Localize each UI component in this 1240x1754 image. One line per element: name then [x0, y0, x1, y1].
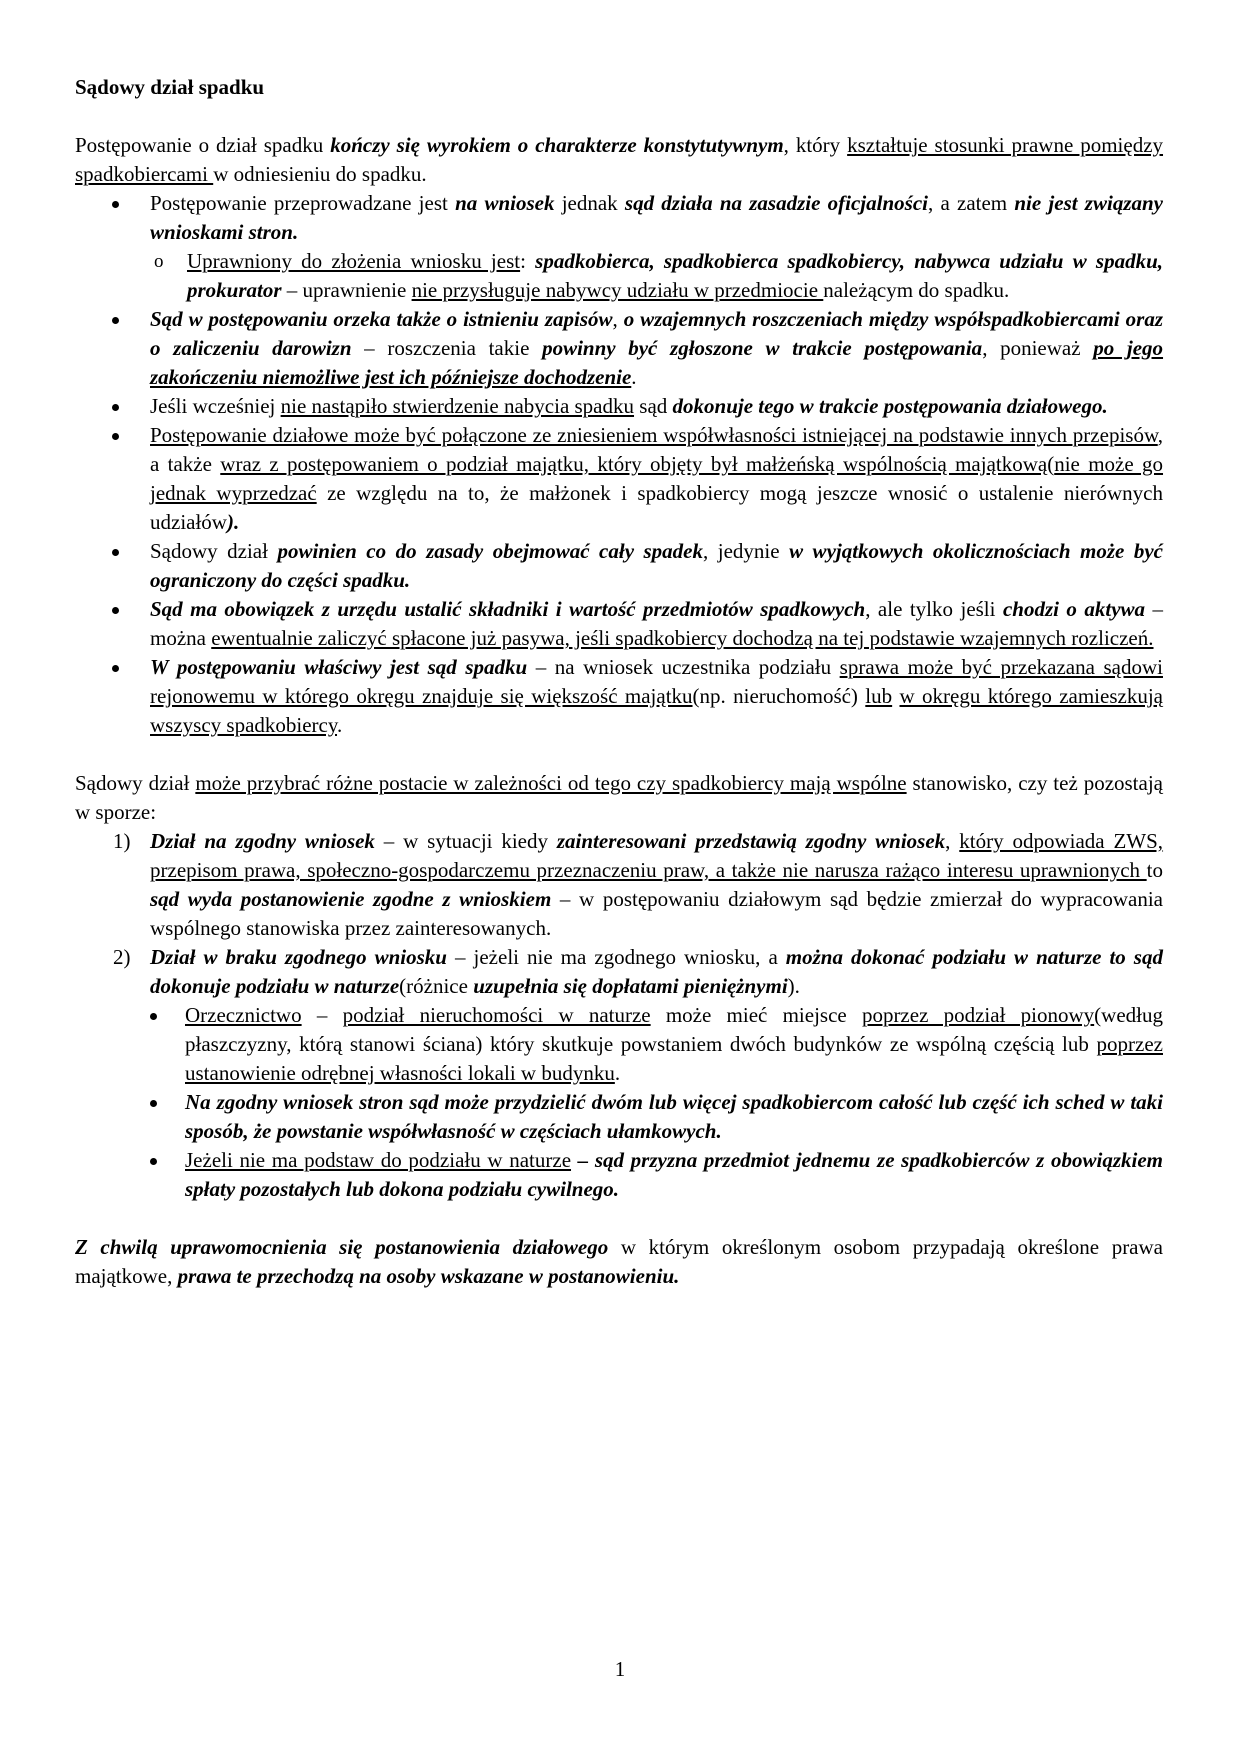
- text-run: lub: [865, 684, 893, 708]
- text-run: powinny być zgłoszone w trakcie postępowania: [542, 336, 983, 360]
- text-run: to: [1146, 858, 1163, 882]
- text-run: W postępowaniu właściwy jest sąd spadku: [150, 655, 528, 679]
- text-run: – jeżeli nie ma zgodnego wniosku, a: [446, 945, 786, 969]
- text-run: po jego zakończeniu niemożliwe jest ich późniejsze dochodzenie: [150, 336, 1164, 389]
- text-run: Z chwilą uprawomocnienia się postanowienia działowego: [75, 1235, 609, 1259]
- text-run: zainteresowani przedstawią zgodny wniosek: [556, 829, 946, 853]
- text-run: na wniosek: [455, 191, 555, 215]
- text-run: w wyjątkowych okolicznościach może być ograniczony do części spadku.: [150, 539, 1163, 592]
- text-run: może przybrać różne postacie w zależności od tego czy spadkobiercy mają wspólne: [195, 771, 907, 795]
- text-run: Postępowanie o dział spadku: [75, 133, 331, 157]
- bullet-item: [75, 421, 1163, 537]
- text-run: [892, 684, 899, 708]
- text-run: ).: [226, 510, 240, 534]
- bullet-item: [75, 189, 1163, 247]
- page-number: 1: [614, 1657, 626, 1681]
- text-run: jednak: [554, 191, 625, 215]
- text-run: sąd wyda postanowienie zgodne z wnioskiem: [150, 887, 552, 911]
- nested-bullet-list: [75, 1001, 1163, 1204]
- text-run: , a zatem: [927, 191, 1015, 215]
- text-run: Dział w braku zgodnego wniosku: [150, 945, 447, 969]
- text-run: Jeżeli nie ma podstaw do podziału w naturze: [185, 1148, 572, 1172]
- text-run: kończy się wyrokiem o charakterze konstytutywnym: [330, 133, 784, 157]
- text-run: uzupełnia się dopłatami pieniężnymi: [473, 974, 788, 998]
- text-run: powinien co do zasady obejmować cały spadek: [277, 539, 704, 563]
- text-run: – roszczenia takie: [351, 336, 543, 360]
- item-text: [150, 945, 1163, 998]
- text-run: Jeśli wcześniej: [150, 394, 281, 418]
- text-run: :: [520, 249, 536, 273]
- item-number: 2): [113, 945, 131, 969]
- text-run: , ponieważ: [982, 336, 1094, 360]
- item-number: 1): [113, 829, 131, 853]
- intro-paragraph: [75, 131, 1163, 189]
- text-run: ,: [945, 829, 960, 853]
- text-run: należącym do spadku.: [823, 278, 1010, 302]
- text-run: Sąd w postępowaniu orzeka także o istnieniu zapisów: [150, 307, 613, 331]
- bullet-item: [75, 392, 1163, 421]
- text-run: –: [301, 1003, 343, 1027]
- closing-paragraph: [75, 1233, 1163, 1291]
- text-run: sąd: [634, 394, 673, 418]
- document-body: [75, 73, 1163, 1291]
- main-bullet-list: [75, 189, 1163, 247]
- text-run: – uprawnienie: [281, 278, 412, 302]
- text-run: Orzecznictwo: [185, 1003, 302, 1027]
- text-run: , a także: [150, 423, 1163, 476]
- main-bullet-list-continued: [75, 305, 1163, 740]
- text-run: o wzajemnych roszczeniach między współspadkobiercami oraz o zaliczeniu darowizn: [150, 307, 1164, 360]
- nested-bullet-item: [75, 1001, 1163, 1088]
- document-title: Sądowy dział spadku: [75, 75, 265, 99]
- nested-bullet-item: [75, 1146, 1163, 1204]
- item-text: [150, 829, 1163, 940]
- text-run: – można: [150, 597, 1163, 650]
- text-run: ze względu na to, że małżonek i spadkobiercy mogą jeszcze wnosić o ustalenie nierównych udziałów: [150, 481, 1163, 534]
- text-run: można dokonać podziału w naturze to sąd dokonuje podziału w naturze: [150, 945, 1163, 998]
- spacer: [75, 740, 1163, 769]
- text-run: , który: [783, 133, 848, 157]
- text-run: (różnice: [399, 974, 474, 998]
- text-run: prawa te przechodzą na osoby wskazane w postanowieniu.: [177, 1264, 680, 1288]
- text-run: spadkobierca, spadkobierca spadkobiercy, nabywca udziału w spadku, prokurator: [187, 249, 1163, 302]
- text-run: nie nastąpiło stwierdzenie nabycia spadku: [280, 394, 635, 418]
- text-run: Sądowy dział: [75, 771, 196, 795]
- text-run: –: [571, 1148, 595, 1172]
- bullet-item: [75, 595, 1163, 653]
- text-run: – w sytuacji kiedy: [374, 829, 557, 853]
- numbered-item: [75, 943, 1163, 1204]
- bullet-item: [75, 653, 1163, 740]
- text-run: poprzez ustanowienie odrębnej własności lokali w budynku: [185, 1032, 1163, 1085]
- bullet-item: [75, 305, 1163, 392]
- text-run: .: [631, 365, 637, 389]
- sub-bullet-item: [150, 247, 1163, 305]
- text-run: który odpowiada ZWS, przepisom prawa, społeczno-gospodarczemu przeznaczeniu praw, a także nie narusza rażąco interesu uprawnionych: [150, 829, 1164, 882]
- text-run: ).: [787, 974, 800, 998]
- text-run: Postępowanie przeprowadzane jest: [150, 191, 456, 215]
- text-run: w okręgu którego zamieszkują wszyscy spadkobiercy: [150, 684, 1163, 737]
- text-run: Dział na zgodny wniosek: [150, 829, 375, 853]
- numbered-list: [75, 827, 1163, 1204]
- text-run: ,: [612, 307, 624, 331]
- text-run: , jedynie: [703, 539, 790, 563]
- spacer: [75, 1204, 1163, 1233]
- text-run: w odniesieniu do spadku.: [213, 162, 427, 186]
- text-run: podział nieruchomości w naturze: [342, 1003, 651, 1027]
- text-run: Uprawniony do złożenia wniosku jest: [187, 249, 521, 273]
- text-run: Postępowanie działowe może być połączone ze zniesieniem współwłasności istniejącej na podstawie innych przepisów: [150, 423, 1158, 447]
- text-run: poprzez podział pionowy: [861, 1003, 1095, 1027]
- text-run: może mieć miejsce: [650, 1003, 862, 1027]
- text-run: nie jest związany wnioskami stron.: [150, 191, 1163, 244]
- text-run: nie przysługuje nabywcy udziału w przedmiocie: [411, 278, 824, 302]
- sub-bullet-list: [150, 247, 1163, 305]
- nested-bullet-item: [75, 1088, 1163, 1146]
- text-run: .: [337, 713, 343, 737]
- text-run: Sądowy dział: [150, 539, 278, 563]
- text-run: w którym określonym osobom przypadają określone prawa majątkowe,: [75, 1235, 1163, 1288]
- text-run: – w postępowaniu działowym sąd będzie zmierzał do wypracowania wspólnego stanowiska przez zainteresowanych.: [150, 887, 1163, 940]
- text-run: , ale tylko jeśli: [865, 597, 1003, 621]
- text-run: – na wniosek uczestnika podziału: [527, 655, 840, 679]
- text-run: ewentualnie zaliczyć spłacone już pasywa, jeśli spadkobiercy dochodzą na tej podstawie wzajemnych rozliczeń.: [211, 626, 1154, 650]
- text-run: (: [1047, 452, 1055, 476]
- text-run: sprawa może być przekazana sądowi rejonowemu w którego okręgu znajduje się większość majątku: [150, 655, 1163, 708]
- text-run: wraz z postępowaniem o podział majątku, który objęty był małżeńską wspólnością majątkową: [220, 452, 1048, 476]
- text-run: dokonuje tego w trakcie postępowania działowego.: [672, 394, 1108, 418]
- text-run: stanowisko, czy też pozostają w sporze:: [75, 771, 1163, 824]
- text-run: sąd działa na zasadzie oficjalności: [624, 191, 928, 215]
- text-run: chodzi o aktywa: [1002, 597, 1146, 621]
- text-run: Sąd ma obowiązek z urzędu ustalić składniki i wartość przedmiotów spadkowych: [150, 597, 866, 621]
- text-run: (np. nieruchomość): [692, 684, 866, 708]
- numbered-item: [75, 827, 1163, 943]
- text-run: sąd przyzna przedmiot jednemu ze spadkobierców z obowiązkiem spłaty pozostałych lub dokona podziału cywilnego.: [185, 1148, 1164, 1201]
- text-run: nie może go jednak wyprzedzać: [150, 452, 1164, 505]
- text-run: Na zgodny wniosek stron sąd może przydzielić dwóm lub więcej spadkobiercom całość lub część ich sched w taki sposób, że powstanie współwłasność w częściach ułamkowych.: [185, 1090, 1163, 1143]
- text-run: (według płaszczyzny, którą stanowi ściana) który skutkuje powstaniem dwóch budynków ze wspólną częścią lub: [185, 1003, 1163, 1056]
- second-paragraph: [75, 769, 1163, 827]
- text-run: .: [614, 1061, 621, 1085]
- bullet-item: [75, 537, 1163, 595]
- text-run: kształtuje stosunki prawne pomiędzy spadkobiercami: [75, 133, 1164, 186]
